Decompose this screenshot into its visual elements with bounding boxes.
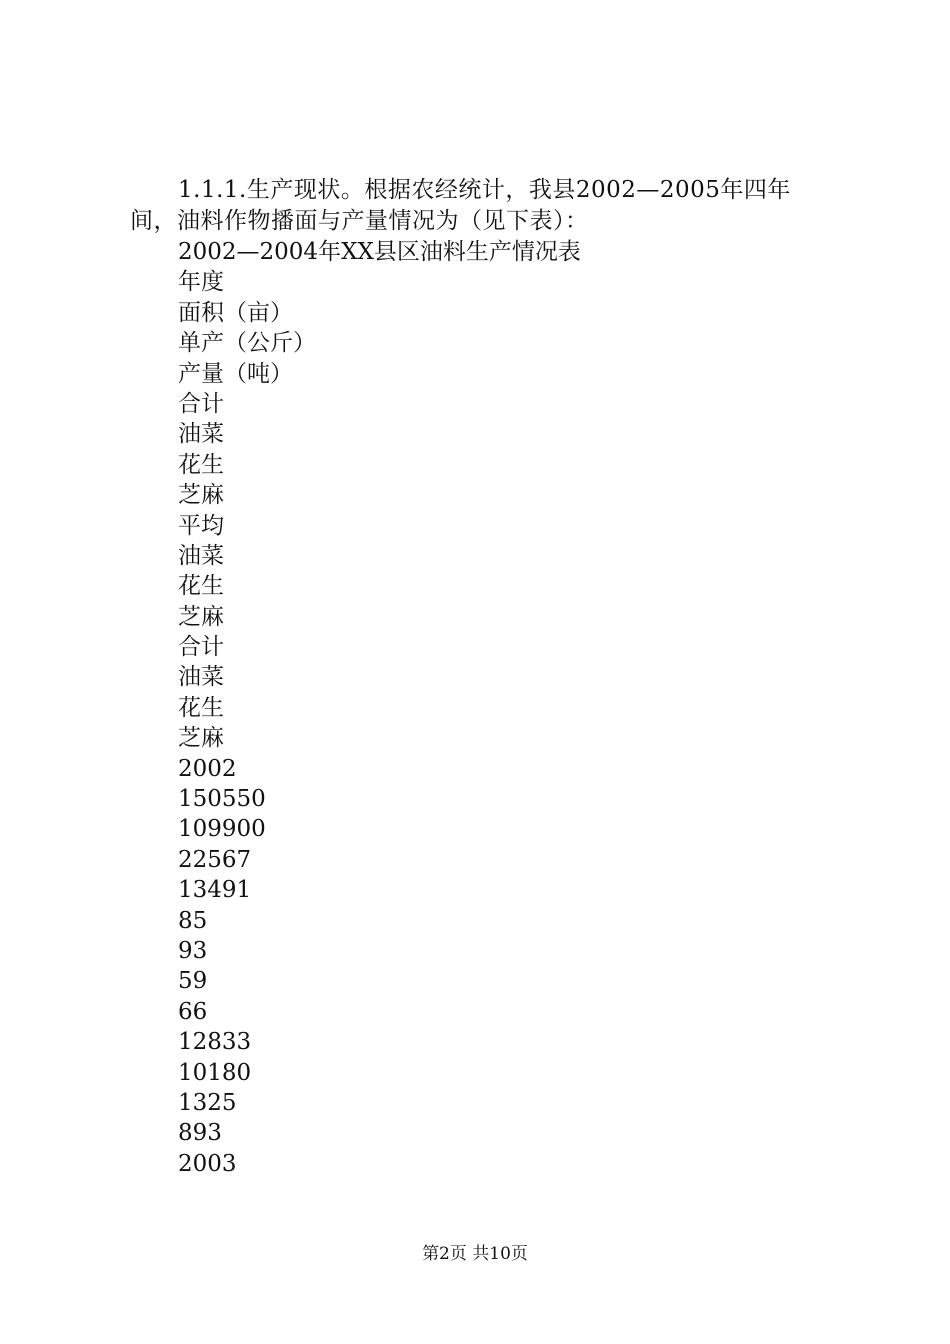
text-line: 油菜 (178, 542, 224, 569)
text-line: 893 (178, 1120, 222, 1147)
text-line: 芝麻 (178, 603, 224, 630)
text-line: 66 (178, 998, 208, 1025)
text-line: 22567 (178, 846, 252, 873)
text-line: 产量（吨） (178, 360, 293, 387)
intro-paragraph: 1.1.1.生产现状。根据农经统计，我县2002—2005年四年间，油料作物播面与产量情况为（见下表）： (130, 177, 791, 234)
text-line: 芝麻 (178, 482, 224, 509)
document-body (130, 175, 830, 1179)
text-line: 13491 (178, 877, 252, 904)
page-footer: 第2页 共10页 (422, 1244, 528, 1264)
text-line: 单产（公斤） (178, 330, 316, 357)
text-line: 12833 (178, 1029, 252, 1056)
text-line: 59 (178, 968, 208, 995)
text-line: 合计 (178, 634, 224, 661)
text-line: 2002—2004年XX县区油料生产情况表 (178, 239, 581, 265)
text-line: 年度 (178, 269, 224, 296)
text-line: 10180 (178, 1059, 252, 1086)
text-line: 油菜 (178, 421, 224, 448)
text-line: 150550 (178, 786, 266, 813)
table-text-lines (130, 237, 830, 1179)
text-line: 2003 (178, 1150, 237, 1177)
text-line: 面积（亩） (178, 299, 293, 326)
text-line: 1325 (178, 1089, 237, 1116)
text-line: 合计 (178, 390, 224, 417)
text-line: 平均 (178, 512, 224, 539)
text-line: 85 (178, 907, 208, 934)
text-line: 芝麻 (178, 725, 224, 752)
text-line: 花生 (178, 573, 224, 600)
text-line: 109900 (178, 816, 266, 843)
text-line: 油菜 (178, 664, 224, 691)
text-line: 2002 (178, 755, 237, 782)
text-line: 93 (178, 937, 208, 964)
text-line: 花生 (178, 451, 224, 478)
text-line: 花生 (178, 694, 224, 721)
